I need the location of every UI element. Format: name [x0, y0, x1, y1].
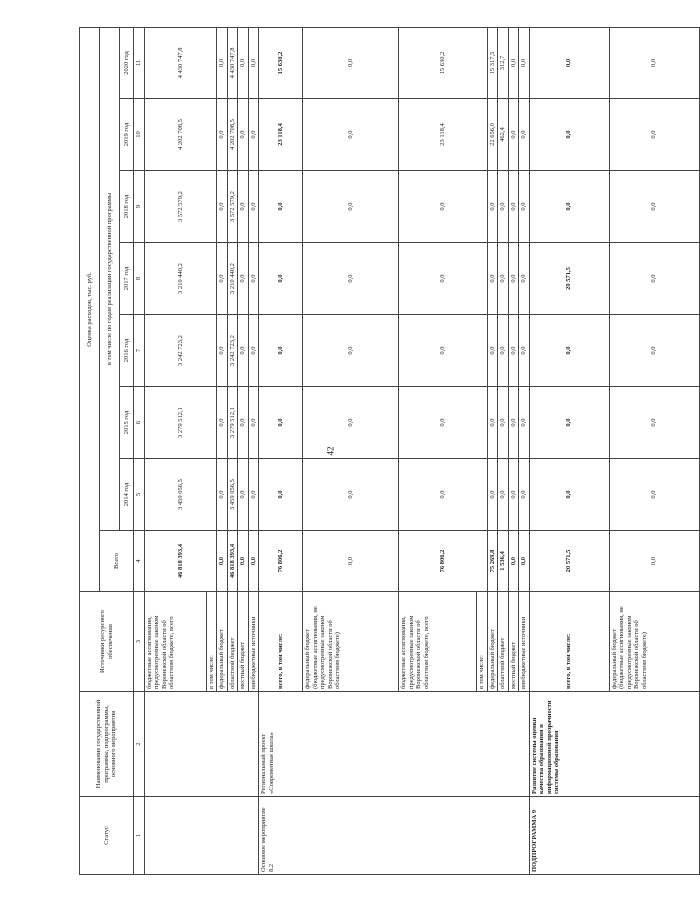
value-cell: 0,0 [303, 171, 399, 243]
value-cell: 4 202 708,5 [145, 99, 217, 171]
value-cell: 3 210 440,2 [145, 243, 217, 315]
header-by-years: в том числе по годам реализации государственной программы [100, 27, 120, 530]
value-cell: 0,0 [529, 459, 609, 531]
table-row [145, 27, 207, 874]
value-total: 46 818 393,4 [145, 531, 217, 592]
value-cell: 23 118,4 [259, 99, 303, 171]
col-number: 3 [134, 592, 145, 692]
value-cell: 0,0 [238, 315, 248, 387]
col-number: 1 [134, 797, 145, 875]
value-cell: 0,0 [498, 171, 508, 243]
value-cell: 0,0 [609, 27, 699, 98]
value-cell: 0,0 [519, 459, 529, 531]
value-total: 0,0 [248, 531, 258, 592]
value-cell: 0,0 [248, 27, 258, 98]
value-cell: 0,0 [217, 171, 227, 243]
header-source: Источники ресурсного обеспечения [80, 592, 134, 692]
value-cell: 0,0 [399, 459, 487, 531]
value-cell: 0,0 [238, 99, 248, 171]
source-cell: областной бюджет [227, 592, 237, 692]
header-year: 2018 год [120, 171, 134, 243]
value-cell: 22 656,0 [487, 99, 497, 171]
value-cell: 0,0 [519, 99, 529, 171]
header-status: Статус [80, 797, 134, 875]
value-cell: 0,0 [519, 387, 529, 459]
value-cell: 0,0 [529, 171, 609, 243]
value-total: 0,0 [217, 531, 227, 592]
value-cell: 0,0 [498, 387, 508, 459]
value-total: 46 818 393,4 [227, 531, 237, 592]
value-cell: 0,0 [487, 459, 497, 531]
source-cell: федеральный бюджет [487, 592, 497, 692]
value-cell: 23 118,4 [399, 99, 487, 171]
value-cell: 0,0 [487, 171, 497, 243]
value-cell: 0,0 [238, 387, 248, 459]
value-cell: 0,0 [217, 387, 227, 459]
value-cell: 3 242 723,2 [145, 315, 217, 387]
table-row [529, 27, 609, 874]
value-cell: 0,0 [529, 27, 609, 98]
header-estimate: Оценка расходов, тыс. руб. [80, 27, 100, 591]
value-cell: 0,0 [303, 459, 399, 531]
col-number: 6 [134, 387, 145, 459]
value-cell: 0,0 [248, 459, 258, 531]
source-cell: местный бюджет [238, 592, 248, 692]
header-year: 2016 год [120, 315, 134, 387]
value-cell: 0,0 [303, 243, 399, 315]
col-number: 9 [134, 171, 145, 243]
value-total: 0,0 [303, 531, 399, 592]
value-cell: 4 430 747,8 [227, 27, 237, 98]
source-cell: федеральный бюджет (бюджетные ассигнования, не предусмотренные законом Воронежской области об областном бюджете) [303, 592, 399, 692]
col-number: 5 [134, 459, 145, 531]
value-cell: 4 202 708,5 [227, 99, 237, 171]
value-cell: 0,0 [609, 387, 699, 459]
value-cell: 0,0 [487, 387, 497, 459]
value-cell: 0,0 [508, 459, 518, 531]
value-cell: 0,0 [303, 315, 399, 387]
value-cell: 0,0 [217, 459, 227, 531]
value-cell: 0,0 [259, 171, 303, 243]
value-cell: 3 459 056,5 [227, 459, 237, 531]
value-cell: 0,0 [529, 315, 609, 387]
value-cell: 0,0 [609, 315, 699, 387]
value-cell: 3 572 579,2 [227, 171, 237, 243]
status-cell: ПОДПРОГРАММА 9 [529, 797, 699, 875]
value-cell: 0,0 [248, 99, 258, 171]
status-cell: Основное мероприятие 8.2 [259, 797, 529, 875]
value-cell: 0,0 [519, 171, 529, 243]
value-cell: 0,0 [508, 243, 518, 315]
value-cell: 0,0 [238, 27, 248, 98]
value-cell: 4 430 747,8 [145, 27, 217, 98]
value-total: 75 269,8 [487, 531, 497, 592]
header-year: 2017 год [120, 243, 134, 315]
value-cell: 15 317,5 [487, 27, 497, 98]
value-total: 0,0 [508, 531, 518, 592]
value-total: 0,0 [519, 531, 529, 592]
source-cell: в том числе: [207, 592, 217, 692]
source-cell: областной бюджет [498, 592, 508, 692]
value-cell: 0,0 [487, 315, 497, 387]
header-year: 2014 год [120, 459, 134, 531]
value-cell: 0,0 [498, 459, 508, 531]
value-cell: 15 630,2 [259, 27, 303, 98]
value-cell: 0,0 [529, 99, 609, 171]
value-cell: 0,0 [399, 315, 487, 387]
source-cell: федеральный бюджет (бюджетные ассигнования, не предусмотренные законом Воронежской области об областном бюджете) [609, 592, 699, 692]
value-cell: 0,0 [487, 243, 497, 315]
value-cell: 0,0 [217, 243, 227, 315]
value-cell: 0,0 [217, 99, 227, 171]
value-cell: 0,0 [508, 99, 518, 171]
value-cell: 0,0 [508, 315, 518, 387]
source-cell: внебюджетные источники [248, 592, 258, 692]
col-number: 7 [134, 315, 145, 387]
value-cell: 15 630,2 [399, 27, 487, 98]
source-cell: внебюджетные источники [519, 592, 529, 692]
value-total: 1 536,4 [498, 531, 508, 592]
value-cell: 0,0 [498, 315, 508, 387]
value-cell: 3 279 512,1 [227, 387, 237, 459]
value-cell: 0,0 [519, 315, 529, 387]
value-cell: 312,7 [498, 27, 508, 98]
value-cell: 3 210 440,2 [227, 243, 237, 315]
value-cell: 3 242 723,2 [227, 315, 237, 387]
rotated-table-area [79, 28, 658, 875]
source-cell: бюджетные ассигнования, предусмотренные законом Воронежской области об областном бюджете, всего [145, 592, 207, 692]
value-cell: 0,0 [399, 243, 487, 315]
value-total: 76 806,2 [399, 531, 487, 592]
col-number: 4 [134, 531, 145, 592]
value-cell: 3 279 512,1 [145, 387, 217, 459]
source-cell: федеральный бюджет [217, 592, 227, 692]
value-cell: 0,0 [303, 387, 399, 459]
col-number: 11 [134, 27, 145, 98]
value-cell: 0,0 [399, 387, 487, 459]
value-cell: 3 572 579,2 [145, 171, 217, 243]
value-cell: 0,0 [248, 387, 258, 459]
value-cell: 0,0 [508, 387, 518, 459]
value-cell: 0,0 [529, 387, 609, 459]
value-total: 76 806,2 [259, 531, 303, 592]
header-name: Наименование государственной программы, подпрограммы, основного мероприятия [80, 692, 134, 797]
header-year: 2019 год [120, 99, 134, 171]
value-cell: 462,4 [498, 99, 508, 171]
header-year: 2015 год [120, 387, 134, 459]
value-cell: 0,0 [303, 27, 399, 98]
value-cell: 20 571,5 [529, 243, 609, 315]
value-cell: 0,0 [238, 243, 248, 315]
value-cell: 0,0 [259, 243, 303, 315]
value-cell: 0,0 [248, 243, 258, 315]
value-cell: 0,0 [519, 27, 529, 98]
value-cell: 0,0 [217, 315, 227, 387]
value-cell: 0,0 [259, 459, 303, 531]
source-cell: всего, в том числе: [259, 592, 303, 692]
value-cell: 0,0 [238, 171, 248, 243]
value-cell: 0,0 [519, 243, 529, 315]
header-total: Всего [100, 531, 134, 592]
value-total: 0,0 [609, 531, 699, 592]
source-cell: всего, в том числе: [529, 592, 609, 692]
col-number: 10 [134, 99, 145, 171]
header-year: 2020 год [120, 27, 134, 98]
value-total: 0,0 [238, 531, 248, 592]
value-cell: 0,0 [508, 171, 518, 243]
source-cell: в том числе: [477, 592, 487, 692]
page-number: 42 [325, 446, 336, 456]
value-cell: 3 459 056,5 [145, 459, 217, 531]
value-cell: 0,0 [303, 99, 399, 171]
source-cell: местный бюджет [508, 592, 518, 692]
value-cell: 0,0 [508, 27, 518, 98]
name-cell: Развитие системы оценки качества образования и информационной прозрачности системы образования [529, 692, 699, 797]
value-cell: 0,0 [248, 171, 258, 243]
value-cell: 0,0 [259, 387, 303, 459]
value-cell: 0,0 [609, 171, 699, 243]
value-cell: 0,0 [498, 243, 508, 315]
value-cell: 0,0 [238, 459, 248, 531]
col-number: 2 [134, 692, 145, 797]
budget-table [79, 27, 700, 875]
table-row [259, 27, 303, 874]
value-total: 20 571,5 [529, 531, 609, 592]
name-cell-empty [145, 692, 259, 797]
value-cell: 0,0 [259, 315, 303, 387]
value-cell: 0,0 [248, 315, 258, 387]
name-cell: Региональный проект «Современная школа» [259, 692, 529, 797]
col-number: 8 [134, 243, 145, 315]
status-cell-empty [145, 797, 259, 875]
source-cell: бюджетные ассигнования, предусмотренные законом Воронежской области об областном бюджете, всего [399, 592, 477, 692]
value-cell: 0,0 [609, 99, 699, 171]
value-cell: 0,0 [609, 243, 699, 315]
value-cell: 0,0 [399, 171, 487, 243]
value-cell: 0,0 [609, 459, 699, 531]
value-cell: 0,0 [217, 27, 227, 98]
